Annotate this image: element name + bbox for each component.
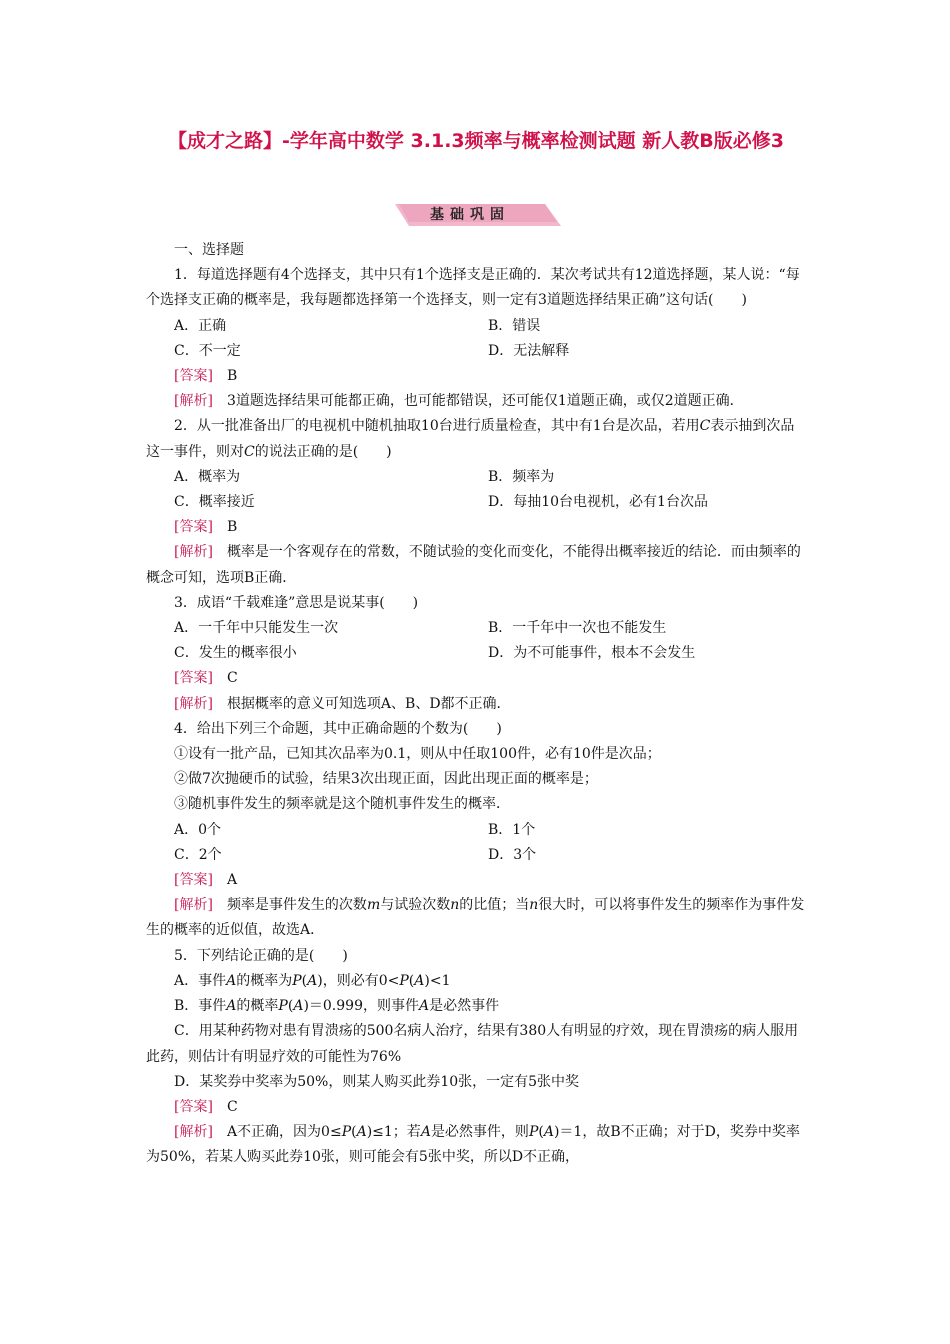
- option-text: 的概率: [236, 998, 279, 1015]
- question-5-stem: 5．下列结论正确的是( ): [174, 947, 348, 964]
- analysis-label: [解析]: [174, 695, 213, 712]
- document-body: [146, 238, 808, 1171]
- answer-line: [146, 1095, 808, 1120]
- option: A．0个: [174, 821, 222, 838]
- answer-value: C: [226, 1098, 238, 1115]
- analysis-text: 与试验次数: [380, 897, 451, 914]
- option-text: )＝0.999，则事件: [303, 998, 419, 1015]
- analysis-label: [解析]: [174, 393, 213, 410]
- variable: P: [278, 998, 288, 1015]
- stem-text: 的说法正确的是( ): [254, 443, 392, 460]
- option: B．错误: [488, 317, 541, 334]
- option: C．不一定: [174, 342, 241, 359]
- variable: n: [529, 897, 539, 914]
- option: [146, 994, 808, 1019]
- variable: C: [244, 443, 255, 460]
- analysis-label: [解析]: [174, 897, 213, 914]
- option: C．2个: [174, 846, 222, 863]
- option: D．无法解释: [488, 342, 570, 359]
- answer-label: [答案]: [174, 519, 213, 536]
- answer-line: [146, 666, 808, 691]
- option: A．概率为: [174, 468, 241, 485]
- answer-value: C: [226, 670, 238, 687]
- variable: m: [366, 897, 381, 914]
- analysis-line: [146, 1120, 808, 1170]
- analysis-text: 根据概率的意义可知选项A、B、D都不正确．: [226, 695, 511, 712]
- page-title: 【成才之路】-学年高中数学 3.1.3频率与概率检测试题 新人教B版必修3: [168, 130, 784, 152]
- question-4-options-row: [146, 843, 808, 868]
- variable: P: [292, 972, 302, 989]
- answer-value: A: [226, 872, 238, 889]
- variable: A: [414, 972, 425, 989]
- variable: A: [226, 998, 237, 1015]
- option: D．3个: [488, 846, 537, 863]
- variable: A: [420, 1124, 431, 1141]
- option: D．某奖券中奖率为50%，则某人购买此券10张，一定有5张中奖: [174, 1073, 580, 1090]
- analysis-line: [146, 389, 808, 414]
- answer-label: [答案]: [174, 368, 213, 385]
- analysis-text: 3道题选择结果可能都正确，也可能都错误，还可能仅1道题正确，或仅2道题正确．: [226, 393, 744, 410]
- analysis-text: )＝1，故B不正确；对于D，奖券中奖率为50%，若某人购买此券10张，则可能会有5张中奖，所以D不正确，: [146, 1124, 800, 1166]
- analysis-label: [解析]: [174, 544, 213, 561]
- question-4-stem: 4．给出下列三个命题，其中正确命题的个数为( ): [174, 720, 502, 737]
- analysis-line: [146, 692, 808, 717]
- option-text: 是必然事件: [429, 998, 500, 1015]
- answer-line: [146, 364, 808, 389]
- analysis-text: 是必然事件，则: [430, 1124, 529, 1141]
- variable: P: [341, 1124, 352, 1141]
- option: B．1个: [488, 821, 536, 838]
- option: C．用某种药物对患有胃溃疡的500名病人治疗，结果有380人有明显的疗效，现在胃溃疡的病人服用此药，则估计有明显疗效的可能性为76%: [146, 1023, 799, 1065]
- option-text: B．事件: [174, 998, 227, 1015]
- question-1-stem: 1．每道选择题有4个选择支，其中只有1个选择支是正确的．某次考试共有12道选择题，某人说：“每个选择支正确的概率是，我每题都选择第一个选择支，则一定有3道题选择结果正确”这句话( ): [146, 267, 800, 309]
- stem-text: 2．从一批准备出厂的电视机中随机抽取10台进行质量检查，其中有1台是次品，若用: [174, 418, 700, 435]
- answer-value: B: [226, 519, 238, 536]
- variable: A: [418, 998, 430, 1015]
- variable: P: [399, 972, 409, 989]
- option: A．一千年中只能发生一次: [174, 620, 339, 637]
- question-2-options-row: [146, 490, 808, 515]
- question-3-options-row: [146, 641, 808, 666]
- analysis-text: A不正确，因为0≤: [226, 1124, 342, 1141]
- option: B．频率为: [488, 468, 555, 485]
- proposition: ①设有一批产品，已知其次品率为0.1，则从中任取100件，必有10件是次品；: [174, 746, 661, 763]
- section-banner: [395, 204, 565, 226]
- section-heading: 一、选择题: [174, 242, 244, 258]
- option: [146, 969, 808, 994]
- variable: A: [356, 1124, 367, 1141]
- answer-line: [146, 868, 808, 893]
- option: B．一千年中一次也不能发生: [488, 620, 667, 637]
- option-text: (: [287, 998, 294, 1015]
- option: C．发生的概率很小: [174, 645, 297, 662]
- answer-value: B: [226, 368, 238, 385]
- analysis-text: (: [538, 1124, 544, 1141]
- variable: A: [226, 972, 237, 989]
- answer-label: [答案]: [174, 670, 213, 687]
- analysis-line: [146, 540, 808, 590]
- answer-label: [答案]: [174, 1098, 213, 1115]
- question-3-stem: 3．成语“千载难逢”意思是说某事( ): [174, 594, 419, 611]
- proposition: ③随机事件发生的频率就是这个随机事件发生的概率．: [174, 796, 510, 813]
- analysis-text: )≤1；若: [366, 1124, 421, 1141]
- variable: A: [307, 972, 318, 989]
- question-1-options-row: [146, 314, 808, 339]
- answer-label: [答案]: [174, 872, 213, 889]
- variable: A: [293, 998, 304, 1015]
- option-text: A．事件: [174, 972, 227, 989]
- analysis-text: 频率是事件发生的次数: [226, 897, 367, 914]
- variable: A: [543, 1124, 554, 1141]
- banner-label: 基础巩固: [430, 207, 510, 223]
- analysis-text: 概率是一个客观存在的常数，不随试验的变化而变化，不能得出概率接近的结论．而由频率的概念可知，选项B正确．: [146, 544, 801, 586]
- analysis-text: 的比值；当: [459, 897, 530, 914]
- variable: n: [450, 897, 460, 914]
- variable: C: [699, 418, 711, 435]
- option: C．概率接近: [174, 494, 255, 511]
- option-text: )，则必有0<: [317, 972, 400, 989]
- analysis-text: 很大时，可以将事件发生的频率作为事件发生的概率的近似值，故选A．: [146, 897, 805, 939]
- question-2-options-row: [146, 465, 808, 490]
- option-text: 的概率为: [236, 972, 293, 989]
- answer-line: [146, 515, 808, 540]
- stem-text: 表示抽到次品这一事件，则对: [146, 418, 795, 460]
- variable: P: [528, 1124, 539, 1141]
- option: A．正确: [174, 317, 227, 334]
- analysis-label: [解析]: [174, 1124, 213, 1141]
- question-1-options-row: [146, 339, 808, 364]
- question-4-options-row: [146, 818, 808, 843]
- question-3-options-row: [146, 616, 808, 641]
- option: D．为不可能事件，根本不会发生: [488, 645, 696, 662]
- option-text: (: [301, 972, 308, 989]
- option-text: )<1: [424, 972, 451, 989]
- option: D．每抽10台电视机，必有1台次品: [488, 494, 708, 511]
- question-2-stem: [146, 414, 808, 464]
- analysis-line: [146, 893, 808, 943]
- option-text: (: [408, 972, 415, 989]
- analysis-text: (: [351, 1124, 357, 1141]
- proposition: ②做7次抛硬币的试验，结果3次出现正面，因此出现正面的概率是；: [174, 771, 598, 788]
